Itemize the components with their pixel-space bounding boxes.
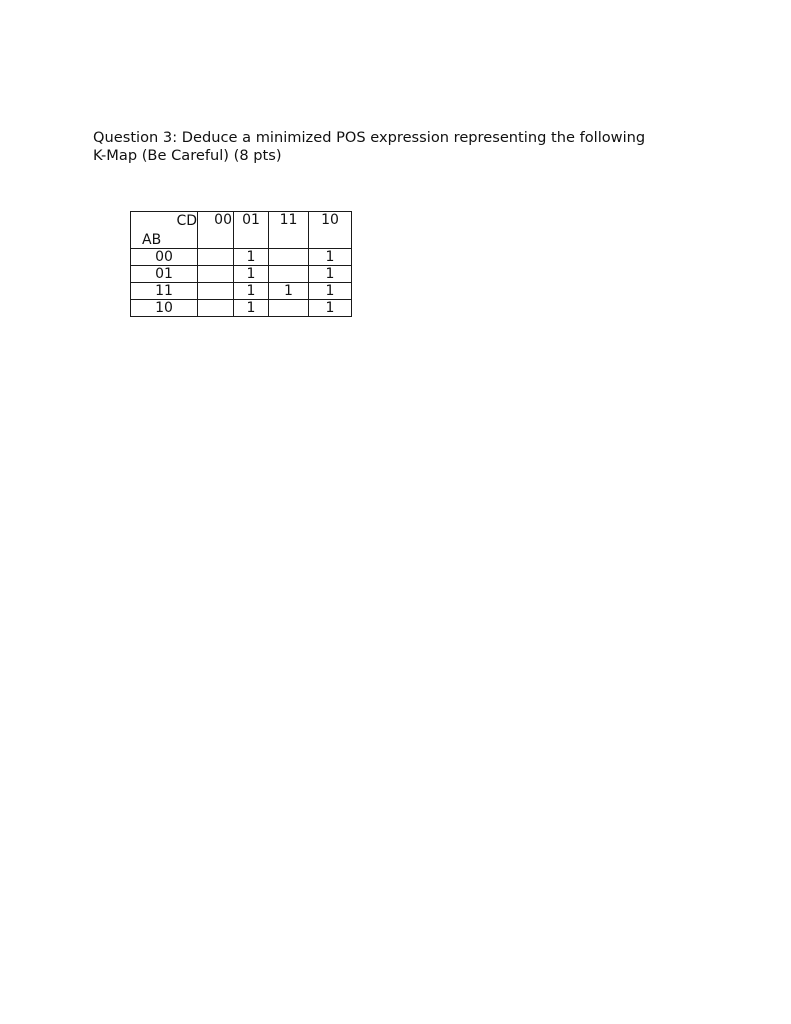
kmap-cell: [269, 249, 309, 266]
kmap-cell: 1: [234, 283, 269, 300]
kmap-cell: [198, 249, 234, 266]
kmap-cell: 1: [309, 283, 352, 300]
kmap-cell: 1: [234, 300, 269, 317]
kmap-column-variable: CD: [176, 213, 197, 229]
kmap-cell: 1: [269, 283, 309, 300]
kmap-row-header: 01: [131, 266, 198, 283]
kmap-column-header: 01: [234, 212, 269, 249]
kmap-corner-cell: [131, 212, 198, 249]
kmap-cell: [269, 300, 309, 317]
kmap-cell: [198, 283, 234, 300]
kmap-row: [131, 249, 352, 266]
kmap-cell: [269, 266, 309, 283]
kmap-cell: 1: [309, 249, 352, 266]
kmap-row-header: 10: [131, 300, 198, 317]
kmap-row: [131, 266, 352, 283]
kmap-row: [131, 300, 352, 317]
kmap-cell: 1: [309, 266, 352, 283]
kmap-column-header: 00: [198, 212, 234, 249]
kmap-cell: 1: [234, 249, 269, 266]
karnaugh-map-table: [130, 211, 352, 317]
kmap-row-variable: AB: [142, 232, 162, 248]
kmap-cell: 1: [309, 300, 352, 317]
kmap-cell: [198, 300, 234, 317]
kmap-header-row: [131, 212, 352, 249]
kmap-row: [131, 283, 352, 300]
kmap-column-header: 11: [269, 212, 309, 249]
kmap-row-header: 11: [131, 283, 198, 300]
kmap-row-header: 00: [131, 249, 198, 266]
kmap-cell: 1: [234, 266, 269, 283]
kmap-column-header: 10: [309, 212, 352, 249]
kmap-cell: [198, 266, 234, 283]
question-text: Question 3: Deduce a minimized POS expression representing the following K-Map (Be Careful) (8 pts): [93, 129, 646, 164]
